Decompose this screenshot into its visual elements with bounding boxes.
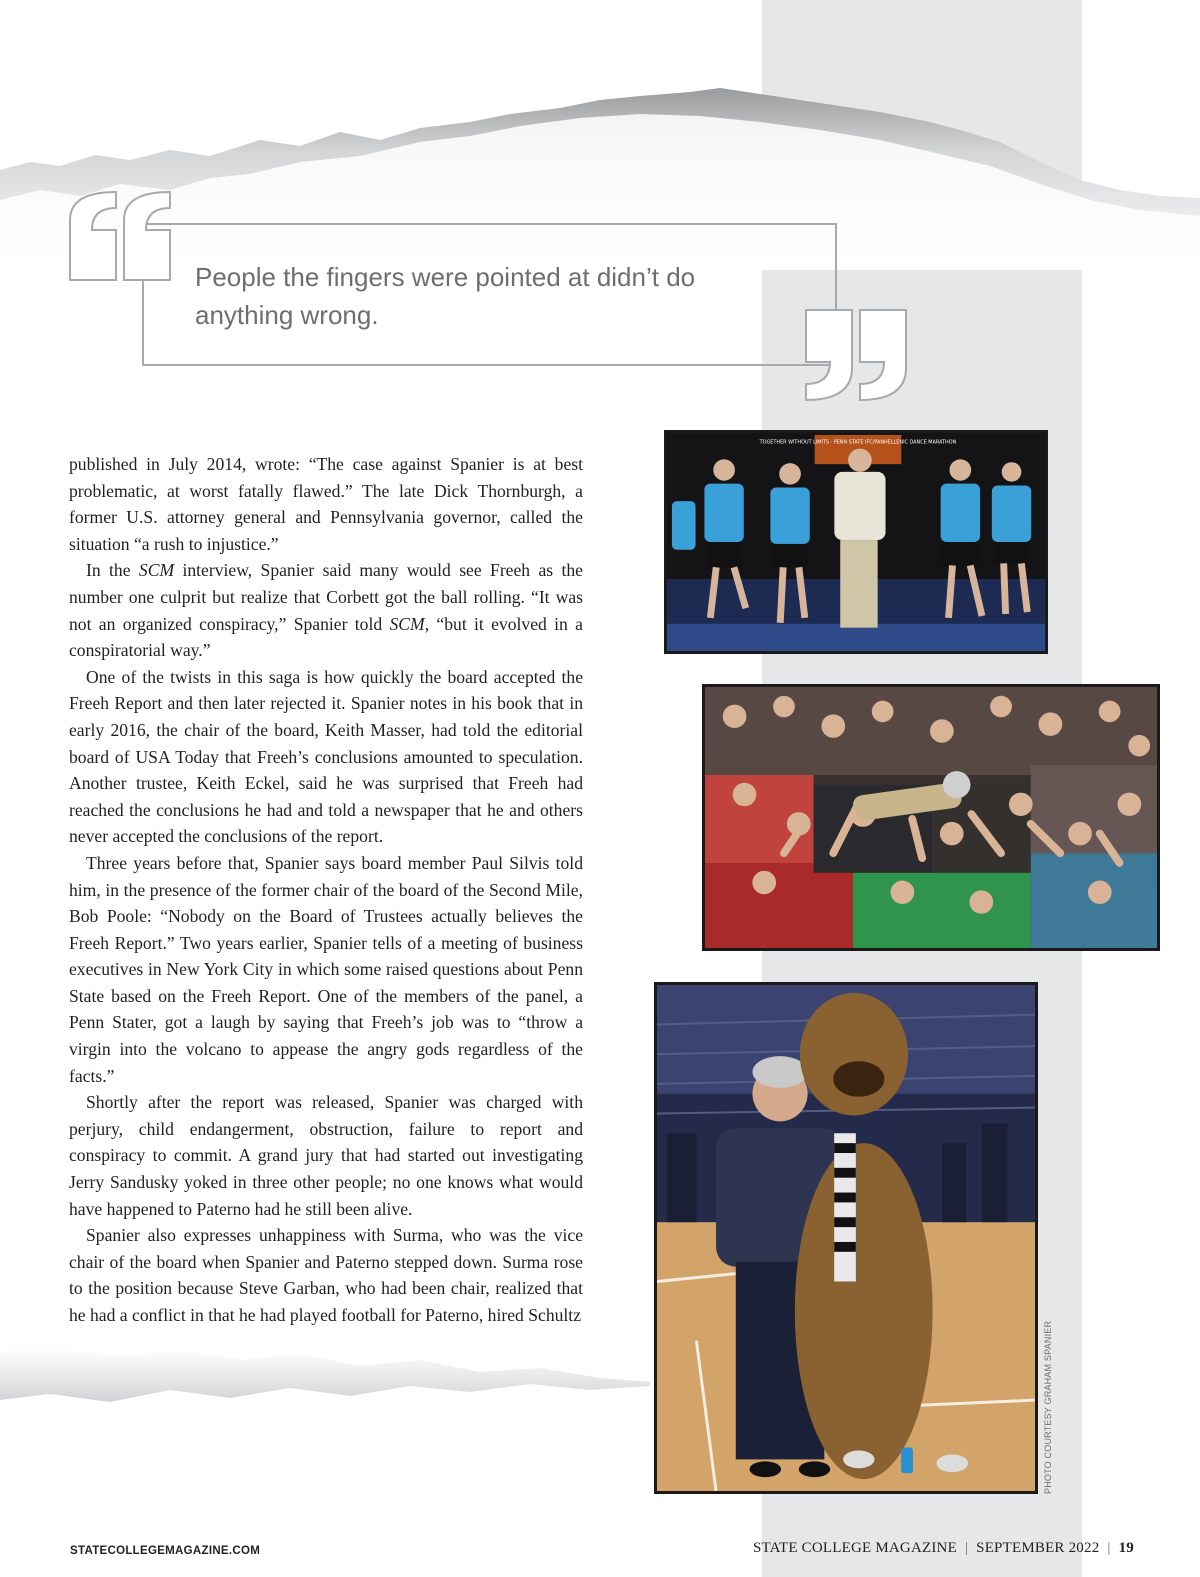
page-number: 19 (1118, 1540, 1134, 1556)
text-segment: One of the twists in this saga is how quickly the board accepted the Freeh Report and then later rejected it. Spanier notes in his book that in early 2016, the chair of the board, Keith Masser, had told the editorial board of USA Today that Freeh’s conclusions amounted to speculation. Another trustee, Keith Eckel, said he was surprised that Freeh had reached the conclusions he had and told a newspaper that he and others never accepted the conclusions of the report. (69, 666, 583, 847)
article-paragraph (69, 664, 583, 850)
text-segment: interview, Spanier said many would see Freeh as the number one culprit but realize that Corbett got the ball rolling. “It was not an organized conspiracy,” Spanier told (69, 560, 583, 634)
article-paragraph (69, 451, 583, 557)
close-quote-icon (804, 308, 910, 402)
spanier-nittany-lion-photo (654, 982, 1038, 1494)
crowd-surfing-photo (702, 684, 1160, 951)
footer-separator: | (964, 1540, 969, 1556)
text-segment: , “but it evolved in a conspiratorial way.” (69, 613, 583, 661)
footer-issue: SEPTEMBER 2022 (976, 1540, 1100, 1556)
text-segment: Spanier also expresses unhappiness with Surma, who was the vice chair of the board when Spanier and Paterno stepped down. Surma rose to the position because Steve Garban, who had been chair, realized that he had a conflict in that he had played football for Paterno, hired Schultz (69, 1225, 583, 1325)
text-segment: published in July 2014, wrote: “The case against Spanier is at best problematic, at worst fatally flawed.” The late Dick Thornburgh, a former U.S. attorney general and Pennsylvania governor, called the situation “a rush to injustice.” (69, 454, 583, 554)
footer-folio (753, 1540, 1134, 1557)
footer-website: STATECOLLEGEMAGAZINE.COM (70, 1545, 261, 1557)
footer-separator-2: | (1107, 1540, 1111, 1556)
italic-segment: SCM (389, 613, 425, 634)
dance-marathon-stage-photo (664, 430, 1048, 654)
pull-quote-text: People the fingers were pointed at didn’t do anything wrong. (195, 262, 696, 330)
article-paragraph (69, 850, 583, 1089)
text-segment: Three years before that, Spanier says board member Paul Silvis told him, in the presence of the former chair of the board of the Second Mile, Bob Poole: “Nobody on the Board of Trustees actually believes the Freeh Report.” Two years earlier, Spanier tells of a meeting of business executives in New York City in which some raised questions about Penn State based on the Freeh Report. One of the members of the panel, a Penn Stater, got a laugh by saying that Freeh’s job was to “throw a virgin into the volcano to appease the angry gods regardless of the facts.” (69, 852, 583, 1086)
stage-banner-text: TOGETHER WITHOUT LIMITS · PENN STATE IFC/PANHELLENIC DANCE MARATHON (759, 439, 957, 446)
text-segment: Shortly after the report was released, Spanier was charged with perjury, child endangerment, obstruction, failure to report and conspiracy to commit. A grand jury that had started out investigating Jerry Sandusky yoked in three other people; no one knows what would have happened to Paterno had he still been alive. (69, 1092, 583, 1219)
footer-magazine-name: STATE COLLEGE MAGAZINE (752, 1540, 957, 1556)
article-paragraph (69, 557, 583, 663)
article-paragraph (69, 1222, 583, 1328)
text-segment: In the (86, 560, 139, 581)
italic-segment: SCM (138, 560, 175, 581)
open-quote-icon (68, 190, 174, 284)
photo-credit: PHOTO COURTESY GRAHAM SPANIER (1043, 1320, 1053, 1494)
article-body (69, 451, 583, 1329)
article-paragraph (69, 1089, 583, 1222)
